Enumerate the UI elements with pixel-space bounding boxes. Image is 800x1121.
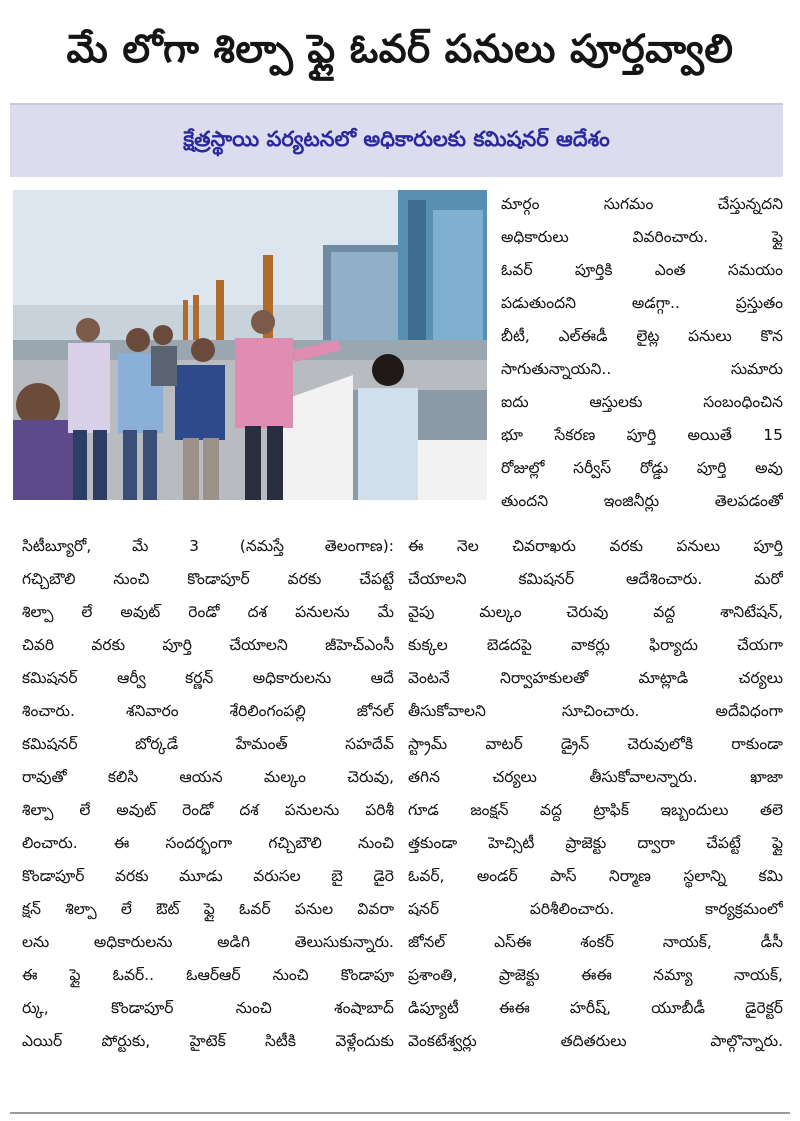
body-column-right-top bbox=[501, 188, 783, 518]
text-line: డిప్యూటీ ఈఈ హరీష్, యూబీడీ డైరెక్టర్ bbox=[408, 999, 783, 1017]
text-line: కొండాపూర్ వరకు మూడు వరుసల బై డైరె bbox=[22, 867, 394, 885]
text-line: త్తకుండా హెచ్సిటీ ప్రాజెక్టు ద్వారా చేపట్టే ఫ్లై bbox=[408, 834, 783, 852]
text-line: కుక్కల బెడదపై వాకర్లు ఫిర్యాదు చేయగా bbox=[408, 636, 783, 654]
text-line: శిల్పా లే అవుట్ రెండో దశ పనులను మే bbox=[22, 603, 394, 621]
text-line: తగిన చర్యలు తీసుకోవాలన్నారు. ఖాజా bbox=[408, 768, 783, 786]
text-line: ఎయిర్ పోర్టుకు, హైటెక్ సిటీకి వెళ్లేందుకు bbox=[22, 1032, 394, 1050]
text-line: రోజుల్లో సర్వీస్ రోడ్డు పూర్తి అవు bbox=[501, 459, 783, 477]
text-line: మార్గం సుగమం చేస్తున్నదని bbox=[501, 195, 783, 213]
body-column-right bbox=[408, 530, 783, 1058]
text-line: ర్కు, కొండాపూర్ నుంచి శంషాబాద్ bbox=[22, 999, 394, 1017]
dateline: సిటీబ్యూరో, మే 3 (నమస్తే తెలంగాణ): bbox=[22, 537, 394, 555]
news-photo bbox=[13, 190, 487, 500]
text-line: కమిషనర్ ఆర్వీ కర్ణన్ అధికారులను ఆదే bbox=[22, 669, 394, 687]
text-line: అధికారులు వివరించారు. ఫ్లై bbox=[501, 228, 783, 246]
text-line: చేయాలని కమిషనర్ ఆదేశించారు. మరో bbox=[408, 570, 783, 588]
text-line: రావుతో కలిసి ఆయన మల్కం చెరువు, bbox=[22, 768, 394, 786]
text-line: తుందని ఇంజినీర్లు తెలపడంతో bbox=[501, 492, 783, 510]
text-line: తీసుకోవాలని సూచించారు. అదేవిధంగా bbox=[408, 702, 783, 720]
subheadline: క్షేత్రస్థాయి పర్యటనలో అధికారులకు కమిషనర్ ఆదేశం bbox=[183, 127, 610, 151]
text-line: వెంటనే నిర్వాహకులతో మాట్లాడి చర్యలు bbox=[408, 669, 783, 687]
text-line: చివరి వరకు పూర్తి చేయాలని జీహెచ్ఎంసీ bbox=[22, 636, 394, 654]
text-line: ఓవర్, అండర్ పాస్ నిర్మాణ స్థలాన్ని కమి bbox=[408, 867, 783, 885]
text-line: వెంకటేశ్వర్లు తదితరులు పాల్గొన్నారు. bbox=[408, 1032, 783, 1050]
text-line: షనర్ పరిశీలించారు. కార్యక్రమంలో bbox=[408, 900, 783, 918]
text-line: బీటీ, ఎల్ఈడీ లైట్ల పనులు కొన bbox=[501, 327, 783, 345]
headline: మే లోగా శిల్పా ఫ్లై ఓవర్ పనులు పూర్తవ్వాలి bbox=[66, 27, 734, 72]
text-line: లను అధికారులను అడిగి తెలుసుకున్నారు. bbox=[22, 933, 394, 951]
subheadline-banner bbox=[10, 103, 783, 177]
body-column-left bbox=[22, 530, 394, 1058]
text-line: కమిషనర్ బోర్కడే హేమంత్ సహదేవ్ bbox=[22, 735, 394, 753]
bottom-divider bbox=[10, 1112, 790, 1114]
text-line: స్ట్రామ్ వాటర్ డ్రైన్ చెరువులోకి రాకుండా bbox=[408, 735, 783, 753]
text-line: ఓవర్ పూర్తికి ఎంత సమయం bbox=[501, 261, 783, 279]
text-line: భూ సేకరణ పూర్తి అయితే 15 bbox=[501, 426, 783, 444]
text-line: గచ్చిబౌలి నుంచి కొండాపూర్ వరకు చేపట్టే bbox=[22, 570, 394, 588]
text-line: శిల్పా లే అవుట్ రెండో దశ పనులను పరిశీ bbox=[22, 801, 394, 819]
text-line: లించారు. ఈ సందర్భంగా గచ్చిబౌలి నుంచి bbox=[22, 834, 394, 852]
text-line: ఐదు ఆస్తులకు సంబంధించిన bbox=[501, 393, 783, 411]
text-line: జోనల్ ఎస్ఈ శంకర్ నాయక్, డీసీ bbox=[408, 933, 783, 951]
text-line: శించారు. శనివారం శేరిలింగంపల్లి జోనల్ bbox=[22, 702, 394, 720]
text-line: క్షన్ శిల్పా లే ఔట్ ఫ్లై ఓవర్ పనుల వివరా bbox=[22, 900, 394, 918]
text-line: పడుతుందని అడగ్గా.. ప్రస్తుతం bbox=[501, 294, 783, 312]
text-line: ప్రశాంతి, ప్రాజెక్టు ఈఈ నమ్యా నాయక్, bbox=[408, 966, 783, 984]
text-line: సాగుతున్నాయని.. సుమారు bbox=[501, 360, 783, 378]
text-line: వైపు మల్కం చెరువు వద్ద శానిటేషన్, bbox=[408, 603, 783, 621]
text-line: గూడ జంక్షన్ వద్ద ట్రాఫిక్ ఇబ్బందులు తలె bbox=[408, 801, 783, 819]
text-line: ఈ నెల చివరాఖరు వరకు పనులు పూర్తి bbox=[408, 537, 783, 555]
text-line: ఈ ఫ్లై ఓవర్.. ఓఆర్ఆర్ నుంచి కొండాపూ bbox=[22, 966, 394, 984]
